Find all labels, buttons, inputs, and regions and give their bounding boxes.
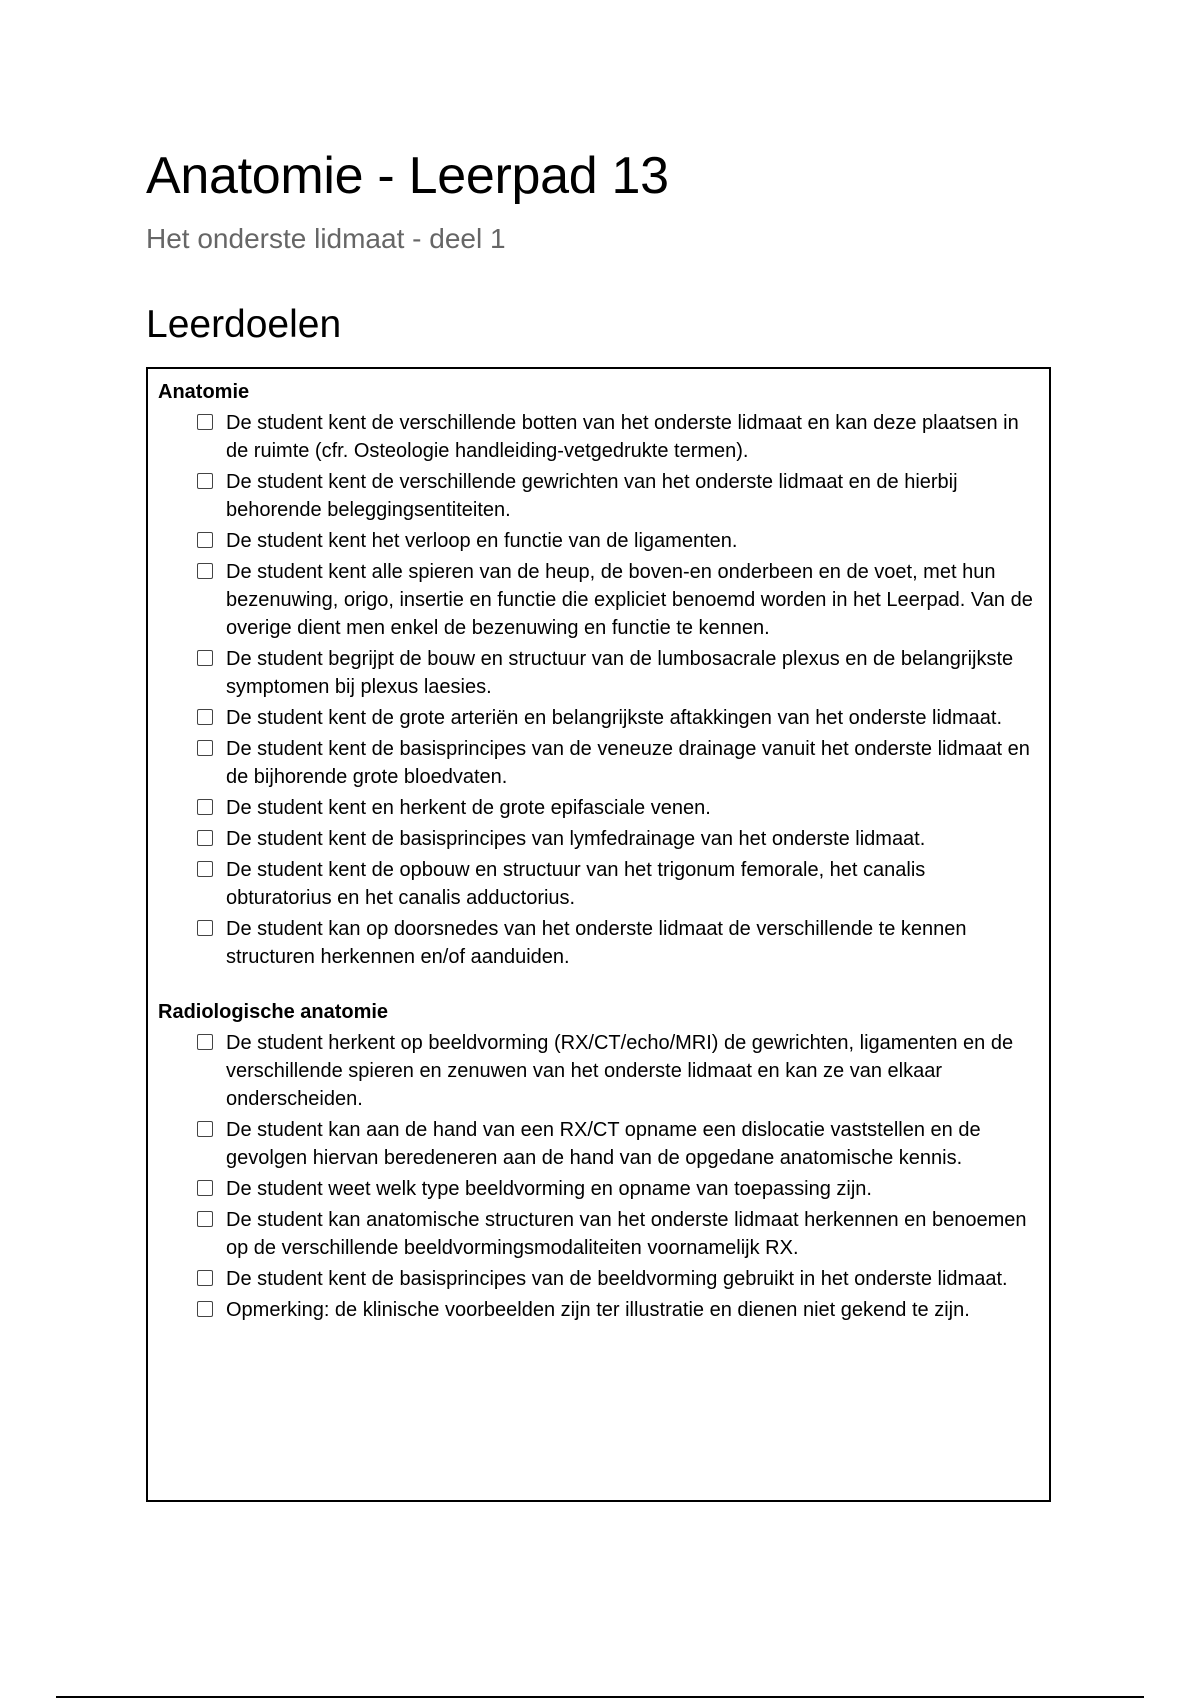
checkbox-icon[interactable] bbox=[197, 473, 213, 489]
checklist-item-text: De student kent de basisprincipes van de beeldvorming gebruikt in het onderste lidmaat. bbox=[226, 1268, 1008, 1290]
checklist-item-text: De student kent de grote arteriën en belangrijkste aftakkingen van het onderste lidmaat. bbox=[226, 707, 1003, 729]
checklist-item-text: De student kent de opbouw en structuur van het trigonum femorale, het canalis obturatorius en het canalis adductorius. bbox=[226, 859, 926, 909]
checkbox-icon[interactable] bbox=[197, 563, 213, 579]
checklist-item bbox=[197, 1116, 1037, 1172]
group-title-radiologische-anatomie: Radiologische anatomie bbox=[158, 1001, 389, 1023]
checklist-item-text: De student begrijpt de bouw en structuur van de lumbosacrale plexus en de belangrijkste symptomen bij plexus laesies. bbox=[226, 648, 1014, 698]
checklist-item bbox=[197, 558, 1037, 642]
checklist-item-text: Opmerking: de klinische voorbeelden zijn ter illustratie en dienen niet gekend te zijn. bbox=[226, 1299, 970, 1321]
page-bottom-divider bbox=[56, 1696, 1144, 1698]
checklist-anatomie bbox=[158, 409, 1037, 971]
checklist-item bbox=[197, 1296, 1037, 1324]
checkbox-icon[interactable] bbox=[197, 740, 213, 756]
checklist-radiologische-anatomie bbox=[158, 1029, 1037, 1324]
checklist-item bbox=[197, 735, 1037, 791]
checklist-item bbox=[197, 527, 1037, 555]
checkbox-icon[interactable] bbox=[197, 709, 213, 725]
learning-objectives-box bbox=[146, 367, 1051, 1502]
checklist-item-text: De student herkent op beeldvorming (RX/CT/echo/MRI) de gewrichten, ligamenten en de verschillende spieren en zenuwen van het onderste lidmaat en kan ze van elkaar onderscheiden. bbox=[226, 1032, 1014, 1110]
checkbox-icon[interactable] bbox=[197, 650, 213, 666]
checklist-item bbox=[197, 645, 1037, 701]
checkbox-icon[interactable] bbox=[197, 830, 213, 846]
checklist-item bbox=[197, 1206, 1037, 1262]
checklist-item-text: De student kent het verloop en functie van de ligamenten. bbox=[226, 530, 738, 552]
page-title: Anatomie - Leerpad 13 bbox=[146, 147, 669, 205]
checklist-item-text: De student kent alle spieren van de heup, de boven-en onderbeen en de voet, met hun bezenuwing, origo, insertie en functie die expliciet benoemd worden in het Leerpad. Van de overige dient men enkel de bezenuwing en functie te kennen. bbox=[226, 561, 1033, 639]
checklist-item-text: De student kent en herkent de grote epifasciale venen. bbox=[226, 797, 711, 819]
checklist-item-text: De student kent de verschillende gewrichten van het onderste lidmaat en de hierbij behorende beleggingsentiteiten. bbox=[226, 471, 958, 521]
checklist-item bbox=[197, 704, 1037, 732]
checklist-item bbox=[197, 409, 1037, 465]
checkbox-icon[interactable] bbox=[197, 414, 213, 430]
checkbox-icon[interactable] bbox=[197, 1034, 213, 1050]
checkbox-icon[interactable] bbox=[197, 532, 213, 548]
checklist-item bbox=[197, 794, 1037, 822]
checklist-item-text: De student kent de basisprincipes van de veneuze drainage vanuit het onderste lidmaat en de bijhorende grote bloedvaten. bbox=[226, 738, 1030, 788]
checkbox-icon[interactable] bbox=[197, 861, 213, 877]
checklist-item-text: De student kan anatomische structuren van het onderste lidmaat herkennen en benoemen op de verschillende beeldvormingsmodaliteiten voornamelijk RX. bbox=[226, 1209, 1027, 1259]
checklist-item bbox=[197, 1175, 1037, 1203]
checkbox-icon[interactable] bbox=[197, 1301, 213, 1317]
checklist-item bbox=[197, 825, 1037, 853]
checkbox-icon[interactable] bbox=[197, 1211, 213, 1227]
checklist-item bbox=[197, 856, 1037, 912]
group-title-anatomie: Anatomie bbox=[158, 381, 250, 403]
checklist-item-text: De student kent de verschillende botten van het onderste lidmaat en kan deze plaatsen in de ruimte (cfr. Osteologie handleiding-vetgedrukte termen). bbox=[226, 412, 1019, 462]
checklist-item-text: De student kan op doorsnedes van het onderste lidmaat de verschillende te kennen structuren herkennen en/of aanduiden. bbox=[226, 918, 967, 968]
checkbox-icon[interactable] bbox=[197, 1121, 213, 1137]
checklist-item bbox=[197, 915, 1037, 971]
checklist-item bbox=[197, 1029, 1037, 1113]
checklist-item-text: De student kan aan de hand van een RX/CT opname een dislocatie vaststellen en de gevolgen hiervan beredeneren aan de hand van de opgedane anatomische kennis. bbox=[226, 1119, 981, 1169]
page-subtitle: Het onderste lidmaat - deel 1 bbox=[146, 223, 506, 254]
checkbox-icon[interactable] bbox=[197, 1270, 213, 1286]
checkbox-icon[interactable] bbox=[197, 799, 213, 815]
checklist-item-text: De student weet welk type beeldvorming en opname van toepassing zijn. bbox=[226, 1178, 872, 1200]
checklist-item bbox=[197, 1265, 1037, 1293]
checklist-item-text: De student kent de basisprincipes van lymfedrainage van het onderste lidmaat. bbox=[226, 828, 926, 850]
checkbox-icon[interactable] bbox=[197, 1180, 213, 1196]
checklist-item bbox=[197, 468, 1037, 524]
checkbox-icon[interactable] bbox=[197, 920, 213, 936]
section-heading-leerdoelen: Leerdoelen bbox=[146, 303, 342, 346]
